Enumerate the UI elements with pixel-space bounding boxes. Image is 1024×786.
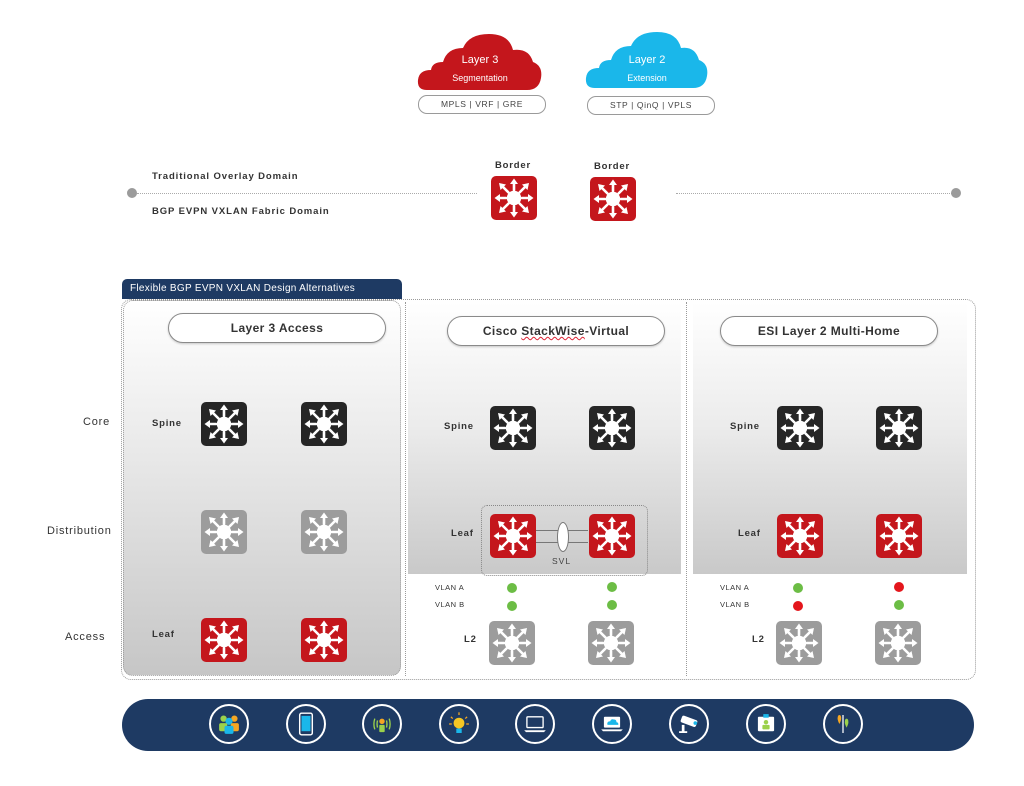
vlan-status-dot [894, 600, 904, 610]
domain-divider-right [676, 193, 952, 194]
stackwise-virtual-title [447, 316, 665, 346]
spine-switch-icon [301, 402, 347, 446]
spine-switch-icon [777, 406, 823, 450]
leaf-label: Leaf [152, 629, 175, 640]
panel-separator [686, 302, 687, 676]
layer2-protocols: STP | QinQ | VPLS [587, 96, 715, 115]
esi-multihome-title: ESI Layer 2 Multi-Home [720, 316, 938, 346]
leaf-switch-icon [201, 618, 247, 662]
border-label: Border [594, 161, 630, 172]
vlan-a-label: VLAN A [720, 583, 750, 592]
leaf-switch-icon [777, 514, 823, 558]
spine-label: Spine [444, 421, 474, 432]
layer2-cloud [585, 30, 709, 90]
spine-switch-icon [490, 406, 536, 450]
light-bulb-icon [439, 704, 479, 744]
svl-label: SVL [552, 556, 572, 566]
l2-label: L2 [464, 634, 477, 645]
vlan-status-dot [607, 600, 617, 610]
wireless-user-icon [362, 704, 402, 744]
mobile-phone-icon [286, 704, 326, 744]
svl-connector [557, 522, 569, 552]
fabric-domain-label: BGP EVPN VXLAN Fabric Domain [152, 206, 330, 217]
cloud-title: Layer 2 [628, 54, 666, 66]
domain-endpoint-right [951, 188, 961, 198]
vlan-status-dot [894, 582, 904, 592]
title-suffix: -Virtual [584, 324, 630, 338]
spine-switch-icon [876, 406, 922, 450]
access-switch-icon [588, 621, 634, 665]
panel-separator [405, 302, 406, 676]
id-badge-icon [746, 704, 786, 744]
l2-label: L2 [752, 634, 765, 645]
leaf-switch-icon [589, 514, 635, 558]
map-pin-icon [823, 704, 863, 744]
spine-switch-icon [201, 402, 247, 446]
title-squiggle: StackWise [521, 324, 585, 338]
cloud-subtitle: Extension [627, 73, 667, 83]
access-switch-icon [489, 621, 535, 665]
layer3-access-panel [123, 300, 401, 676]
border-switch-icon [491, 176, 537, 220]
spine-label: Spine [730, 421, 760, 432]
vlan-status-dot [507, 601, 517, 611]
row-label-distribution: Distribution [47, 525, 112, 537]
leaf-switch-icon [876, 514, 922, 558]
vlan-b-label: VLAN B [720, 600, 750, 609]
leaf-label: Leaf [738, 528, 761, 539]
cloud-title: Layer 3 [461, 54, 499, 66]
users-icon [209, 704, 249, 744]
security-camera-icon [669, 704, 709, 744]
domain-endpoint-left [127, 188, 137, 198]
leaf-switch-icon [490, 514, 536, 558]
vlan-a-label: VLAN A [435, 583, 465, 592]
border-label: Border [495, 160, 531, 171]
vlan-status-dot [507, 583, 517, 593]
vlan-status-dot [607, 582, 617, 592]
spine-switch-icon [589, 406, 635, 450]
spine-label: Spine [152, 418, 182, 429]
access-switch-icon [776, 621, 822, 665]
vlan-b-label: VLAN B [435, 600, 465, 609]
row-label-access: Access [65, 631, 106, 643]
cloud-subtitle: Segmentation [452, 73, 508, 83]
domain-divider-left [137, 193, 477, 194]
distribution-switch-icon [301, 510, 347, 554]
vlan-status-dot [793, 601, 803, 611]
layer3-cloud [417, 32, 543, 92]
laptop-icon [515, 704, 555, 744]
cloud-laptop-icon [592, 704, 632, 744]
layer3-protocols: MPLS | VRF | GRE [418, 95, 546, 114]
vlan-status-dot [793, 583, 803, 593]
alternatives-tab: Flexible BGP EVPN VXLAN Design Alternatives [122, 279, 402, 299]
layer3-access-title: Layer 3 Access [168, 313, 386, 343]
title-prefix: Cisco [482, 324, 522, 338]
leaf-label: Leaf [451, 528, 474, 539]
border-switch-icon [590, 177, 636, 221]
distribution-switch-icon [201, 510, 247, 554]
row-label-core: Core [83, 416, 111, 428]
traditional-domain-label: Traditional Overlay Domain [152, 171, 299, 182]
access-switch-icon [875, 621, 921, 665]
leaf-switch-icon [301, 618, 347, 662]
